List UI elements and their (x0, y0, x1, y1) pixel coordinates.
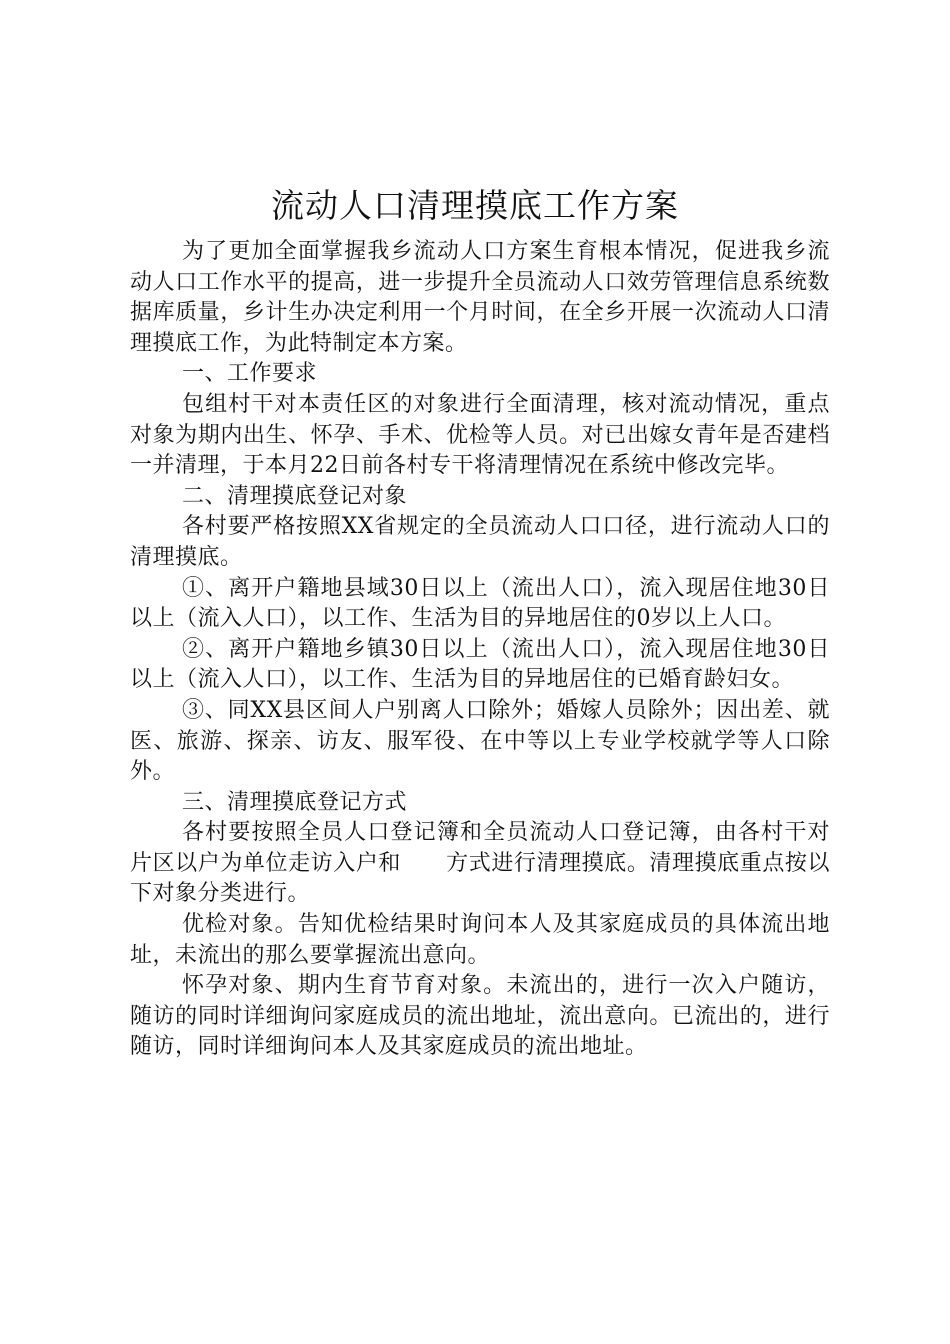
document-title: 流动人口清理摸底工作方案 (271, 186, 679, 225)
paragraph-pregnancy-targets: 怀孕对象、期内生育节育对象。未流出的，进行一次入户随访，随访的同时详细询问家庭成员的流出地址，流出意向。已流出的，进行 随访，同时详细询问本人及其家庭成员的流出地址。 (130, 973, 876, 1060)
paragraph-screening-targets: 优检对象。告知优检结果时询问本人及其家庭成员的具体流出地址，未流出的那么要掌握流出意向。 (130, 912, 830, 968)
section-heading-work-requirements: 一、工作要求 (182, 361, 318, 387)
list-item-3: ③、同XX县区间人户别离人口除外；婚嫁人员除外；因出差、就医、旅游、探亲、访友、服军役、在中等以上专业学校就学等人口除外。 (130, 697, 830, 785)
paragraph-intro: 为了更加全面掌握我乡流动人口方案生育根本情况，促进我乡流动人口工作水平的提高，进一步提升全员流动人口效劳管理信息系统数据库质量，乡计生办决定利用一个月时间，在全乡开展一次流动人口清理摸底工作，为此特制定本方案。 (130, 239, 830, 356)
paragraph-registration-method: 各村要按照全员人口登记簿和全员流动人口登记簿，由各村干对片区以户为单位走访入户和 方式进行清理摸底。清理摸底重点按以下对象分类进行。 (130, 820, 830, 907)
section-heading-registration-method: 三、清理摸底登记方式 (182, 789, 408, 815)
section-heading-registration-targets: 二、清理摸底登记对象 (182, 483, 408, 509)
document-body (130, 237, 876, 1063)
paragraph-work-requirements: 包组村干对本责任区的对象进行全面清理，核对流动情况，重点对象为期内出生、怀孕、手术、优检等人员。对已出嫁女青年是否建档一并清理，于本月22日前各村专干将清理情况在系统中修改完毕。 (130, 391, 830, 479)
paragraph-registration-targets: 各村要严格按照XX省规定的全员流动人口口径，进行流动人口的清理摸底。 (130, 514, 830, 570)
list-item-1: ①、离开户籍地县域30日以上（流出人口），流入现居住地30日以上（流入人口），以工作、生活为目的异地居住的0岁以上人口。 (130, 575, 830, 632)
list-item-2: ②、离开户籍地乡镇30日以上（流出人口），流入现居住地30日以上（流入人口），以工作、生活为目的异地居住的已婚育龄妇女。 (130, 636, 830, 693)
